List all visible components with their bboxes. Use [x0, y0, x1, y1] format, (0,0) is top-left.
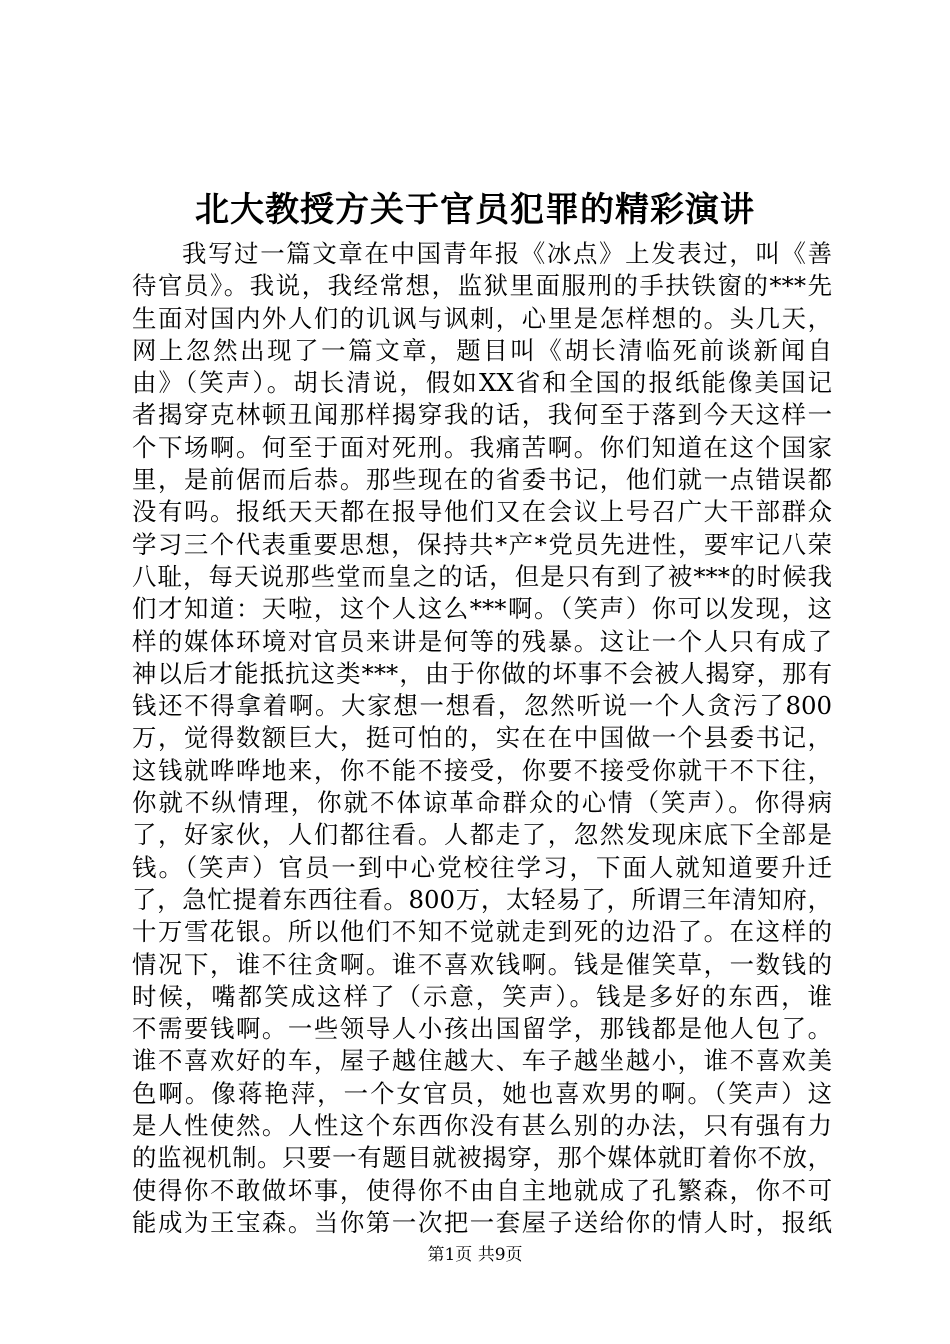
text-line: 钱还不得拿着啊。大家想一想看，忽然听说一个人贪污了800 — [132, 691, 832, 721]
text-line: 能成为王宝森。当你第一次把一套屋子送给你的情人时，报纸 — [132, 1207, 832, 1237]
text-line: 的监视机制。只要一有题目就被揭穿，那个媒体就盯着你不放， — [132, 1143, 832, 1173]
text-line: 样的媒体环境对官员来讲是何等的残暴。这让一个人只有成了 — [132, 626, 832, 656]
text-line: 个下场啊。何至于面对死刑。我痛苦啊。你们知道在这个国家 — [132, 432, 832, 462]
text-line: 里，是前倨而后恭。那些现在的省委书记，他们就一点错误都 — [132, 465, 832, 495]
text-line: 万，觉得数额巨大，挺可怕的，实在在中国做一个县委书记， — [132, 723, 832, 753]
text-line: 学习三个代表重要思想，保持共*产*党员先进性，要牢记八荣 — [132, 529, 832, 559]
text-line: 十万雪花银。所以他们不知不觉就走到死的边沿了。在这样的 — [132, 917, 832, 947]
document-title: 北大教授方关于官员犯罪的精彩演讲 — [195, 190, 755, 230]
page-number-footer: 第1页 共9页 — [427, 1245, 523, 1265]
text-line: 由》（笑声）。胡长清说，假如XX省和全国的报纸能像美国记 — [132, 368, 832, 398]
text-line: 你就不纵情理，你就不体谅革命群众的心情（笑声）。你得病 — [132, 788, 832, 818]
text-line: 网上忽然出现了一篇文章，题目叫《胡长清临死前谈新闻自 — [132, 335, 832, 365]
text-line: 情况下，谁不往贪啊。谁不喜欢钱啊。钱是催笑草，一数钱的 — [132, 949, 832, 979]
text-line: 生面对国内外人们的讥讽与讽刺，心里是怎样想的。头几天， — [132, 303, 832, 333]
text-line: 没有吗。报纸天天都在报导他们又在会议上号召广大干部群众 — [132, 497, 832, 527]
text-line: 了，好家伙，人们都往看。人都走了，忽然发现床底下全部是 — [132, 820, 832, 850]
text-line: 使得你不敢做坏事，使得你不由自主地就成了孔繁森，你不可 — [132, 1175, 832, 1205]
text-line: 了，急忙提着东西往看。800万，太轻易了，所谓三年清知府， — [132, 884, 832, 914]
text-line: 待官员》。我说，我经常想，监狱里面服刑的手扶铁窗的***先 — [132, 271, 832, 301]
text-line: 们才知道：天啦，这个人这么***啊。（笑声）你可以发现，这 — [132, 594, 832, 624]
text-line: 这钱就哗哗地来，你不能不接受，你要不接受你就干不下往， — [132, 755, 832, 785]
text-line: 是人性使然。人性这个东西你没有甚么别的办法，只有强有力 — [132, 1111, 832, 1141]
text-line: 时候，嘴都笑成这样了（示意，笑声）。钱是多好的东西，谁 — [132, 981, 832, 1011]
text-line: 谁不喜欢好的车，屋子越住越大、车子越坐越小，谁不喜欢美 — [132, 1046, 832, 1076]
text-line: 八耻，每天说那些堂而皇之的话，但是只有到了被***的时候我 — [132, 561, 832, 591]
text-line: 色啊。像蒋艳萍，一个女官员，她也喜欢男的啊。（笑声）这 — [132, 1078, 832, 1108]
text-line: 不需要钱啊。一些领导人小孩出国留学，那钱都是他人包了。 — [132, 1014, 832, 1044]
text-line: 神以后才能抵抗这类***，由于你做的坏事不会被人揭穿，那有 — [132, 658, 832, 688]
text-line: 者揭穿克林顿丑闻那样揭穿我的话，我何至于落到今天这样一 — [132, 400, 832, 430]
text-line: 我写过一篇文章在中国青年报《冰点》上发表过，叫《善 — [182, 239, 832, 268]
body-paragraph — [132, 238, 832, 1239]
text-line: 钱。（笑声）官员一到中心党校往学习，下面人就知道要升迁 — [132, 852, 832, 882]
